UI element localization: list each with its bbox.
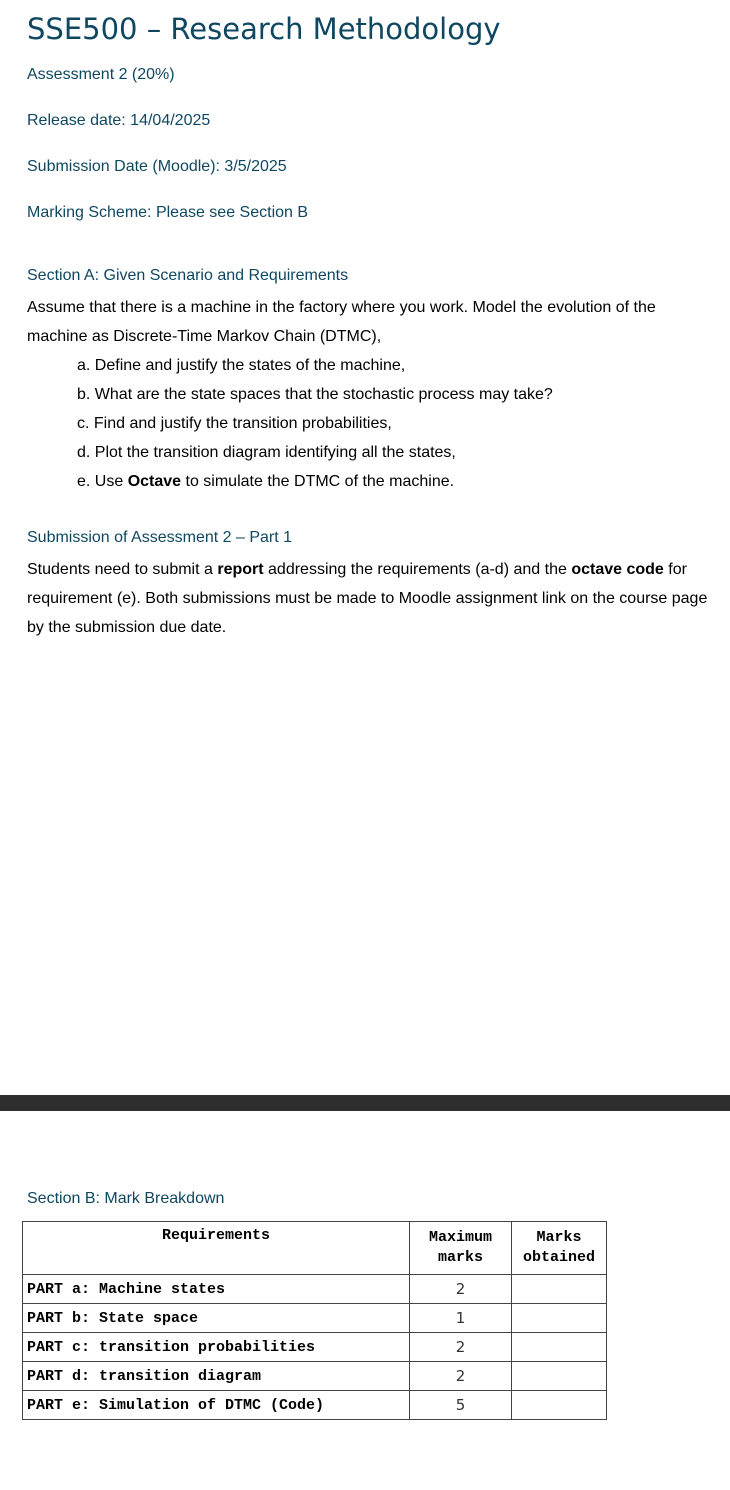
table-row: [23, 1304, 607, 1333]
header-maximum-marks: [410, 1222, 512, 1275]
row-max-marks: 2: [410, 1333, 512, 1362]
requirement-item: b. What are the state spaces that the stochastic process may take?: [77, 386, 553, 403]
submission-heading: Submission of Assessment 2 – Part 1: [27, 529, 293, 546]
table-header-row: [23, 1222, 607, 1275]
submission-text-1: Students need to submit a: [27, 561, 218, 578]
table-row: [23, 1333, 607, 1362]
row-requirement: PART d: transition diagram: [23, 1362, 410, 1391]
header-obt-line1: Marks: [536, 1229, 582, 1246]
header-marks-obtained: [512, 1222, 607, 1275]
submission-text-3: for requirement (e). Both submissions must be made to Moodle assignment link on the course page by the submission due date.: [27, 561, 708, 636]
row-marks-obtained: [512, 1333, 607, 1362]
header-max-line1: Maximum: [428, 1229, 492, 1246]
row-max-marks: 1: [410, 1304, 512, 1333]
row-marks-obtained: [512, 1362, 607, 1391]
section-a-heading: Section A: Given Scenario and Requirements: [27, 267, 349, 284]
row-marks-obtained: [512, 1391, 607, 1420]
row-marks-obtained: [512, 1275, 607, 1304]
page-separator-bar: [0, 1095, 730, 1111]
table-row: [23, 1391, 607, 1420]
row-requirement: PART b: State space: [23, 1304, 410, 1333]
item-e-bold: Octave: [127, 473, 182, 490]
submission-bold-report: report: [217, 561, 264, 578]
submission-paragraph: [27, 555, 717, 642]
release-date: Release date: 14/04/2025: [27, 112, 211, 129]
row-requirement: PART c: transition probabilities: [23, 1333, 410, 1362]
table-row: [23, 1362, 607, 1391]
requirement-item: c. Find and justify the transition probabilities,: [77, 415, 392, 432]
submission-date: Submission Date (Moodle): 3/5/2025: [27, 158, 287, 175]
marking-scheme: Marking Scheme: Please see Section B: [27, 204, 309, 221]
header-max-line2: marks: [437, 1249, 483, 1266]
requirement-item: a. Define and justify the states of the machine,: [77, 357, 406, 374]
item-e-prefix: e. Use: [77, 473, 128, 490]
row-max-marks: 2: [410, 1275, 512, 1304]
row-max-marks: 5: [410, 1391, 512, 1420]
assessment-line: Assessment 2 (20%): [27, 66, 175, 83]
row-requirement: PART a: Machine states: [23, 1275, 410, 1304]
section-a-intro: Assume that there is a machine in the factory where you work. Model the evolution of the machine as Discrete-Time Markov Chain (DTMC),: [27, 299, 656, 345]
item-e-suffix: to simulate the DTMC of the machine.: [181, 473, 455, 490]
submission-text-2: addressing the requirements (a-d) and the: [263, 561, 572, 578]
requirement-item: d. Plot the transition diagram identifying all the states,: [77, 444, 456, 461]
section-b-heading: Section B: Mark Breakdown: [27, 1190, 225, 1207]
document-title: SSE500 – Research Methodology: [27, 12, 501, 46]
row-requirement: PART e: Simulation of DTMC (Code): [23, 1391, 410, 1420]
submission-bold-code: octave code: [571, 561, 664, 578]
header-obt-line2: obtained: [522, 1249, 595, 1266]
table-row: [23, 1275, 607, 1304]
requirements-list: [77, 351, 553, 496]
row-max-marks: 2: [410, 1362, 512, 1391]
mark-breakdown-table: [22, 1221, 607, 1420]
row-marks-obtained: [512, 1304, 607, 1333]
requirement-item-e: [77, 467, 553, 496]
header-requirements: Requirements: [23, 1222, 410, 1275]
